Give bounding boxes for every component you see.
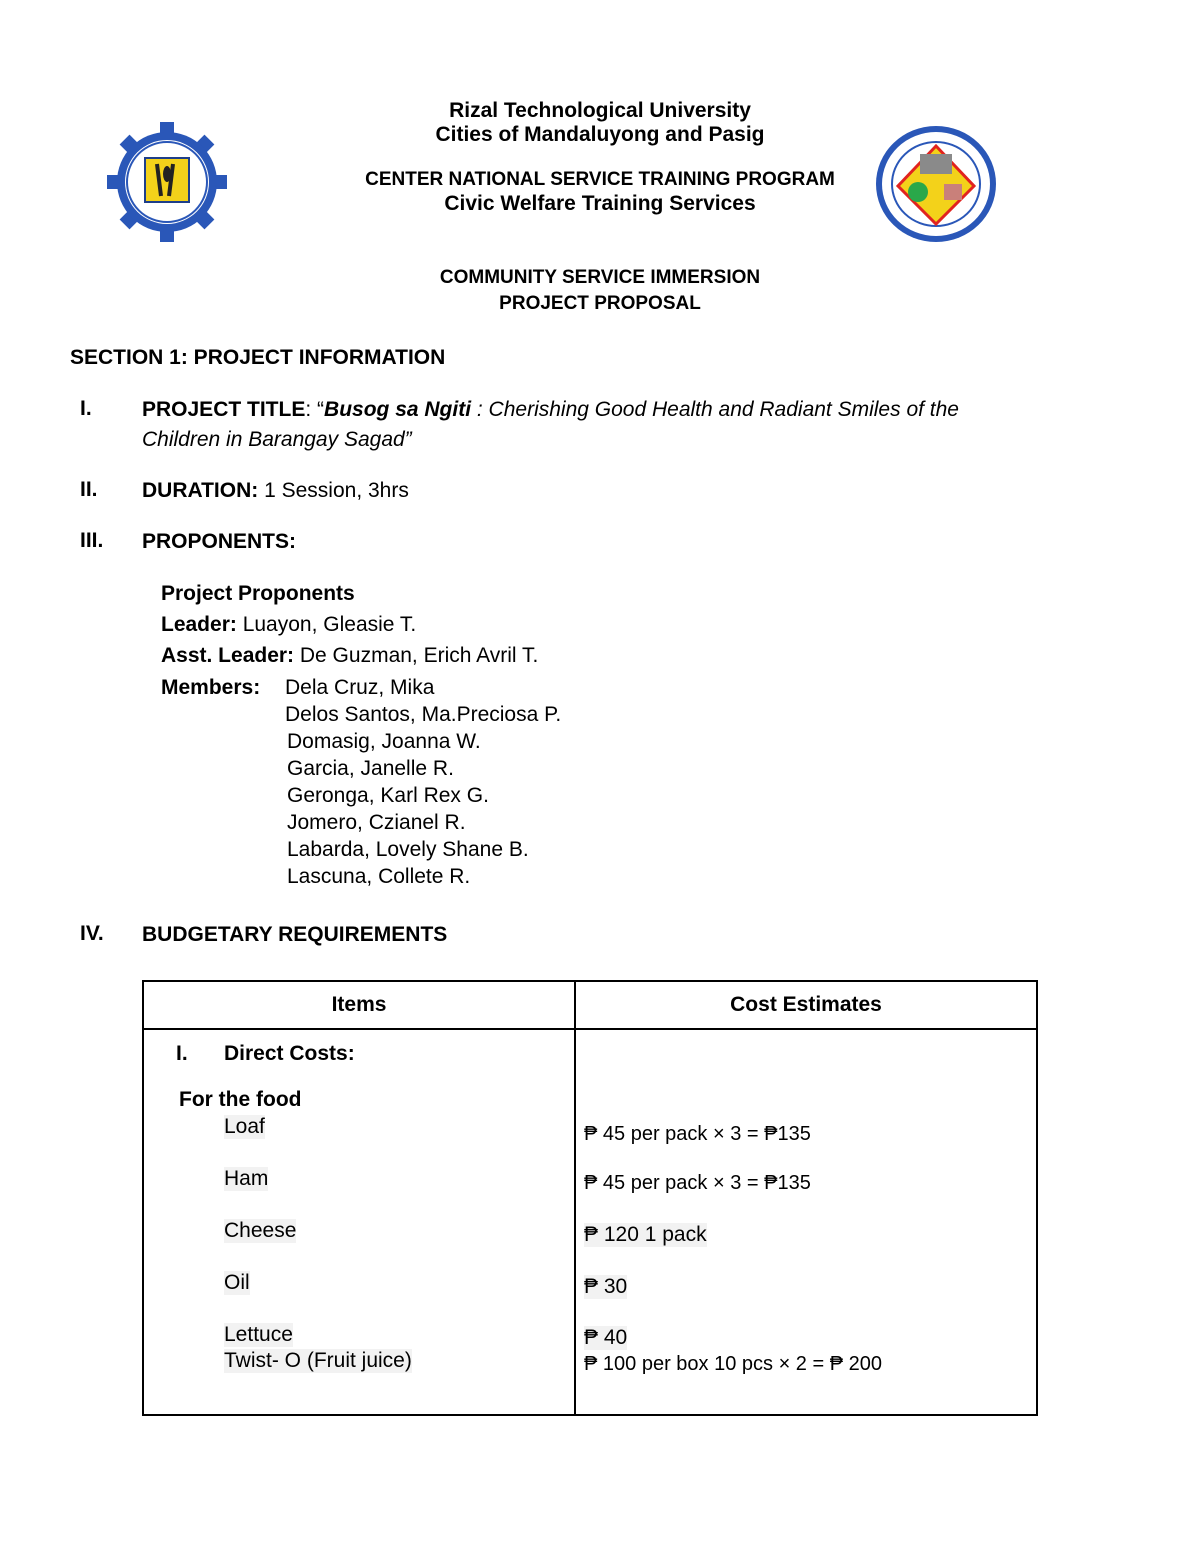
members-label xyxy=(161,672,260,703)
asst-leader-label: Asst. Leader: xyxy=(161,644,295,667)
food-heading: For the food xyxy=(179,1088,302,1111)
asst-leader xyxy=(161,640,538,671)
member-name: Labarda, Lovely Shane B. xyxy=(287,838,529,861)
project-title-open-quote: : “ xyxy=(305,398,325,421)
member-name: Jomero, Czianel R. xyxy=(287,811,466,834)
university-cities: Cities of Mandaluyong and Pasig xyxy=(435,123,765,146)
proponents-heading xyxy=(161,578,355,609)
section-title: SECTION 1: PROJECT INFORMATION xyxy=(70,346,446,369)
budget-item: Lettuce xyxy=(224,1323,293,1346)
document-title-line2: PROJECT PROPOSAL xyxy=(499,293,701,314)
proponents-label: PROPONENTS: xyxy=(142,530,297,553)
member-name: Domasig, Joanna W. xyxy=(287,730,481,753)
project-title-label: PROJECT TITLE xyxy=(142,398,306,421)
program-name: CENTER NATIONAL SERVICE TRAINING PROGRAM xyxy=(365,169,835,190)
budget-cost: ₱ 40 xyxy=(584,1326,628,1349)
proponents-heading-text: Project Proponents xyxy=(161,582,355,605)
budget-item: Ham xyxy=(224,1167,269,1190)
member-name: Lascuna, Collete R. xyxy=(287,865,471,888)
budget-cost: ₱ 100 per box 10 pcs × 2 = ₱ 200 xyxy=(584,1353,882,1375)
university-name: Rizal Technological University xyxy=(449,99,751,122)
project-title xyxy=(142,395,1082,455)
items-cell xyxy=(144,1030,574,1414)
member-name: Garcia, Janelle R. xyxy=(287,757,454,780)
leader-name: Luayon, Gleasie T. xyxy=(236,613,417,636)
direct-costs-label: Direct Costs: xyxy=(224,1042,355,1065)
col-items-header: Items xyxy=(143,981,575,1029)
asst-leader-name: De Guzman, Erich Avril T. xyxy=(294,644,539,667)
item-ii-number: II. xyxy=(80,478,98,501)
project-title-main: Busog sa Ngiti xyxy=(324,398,472,421)
direct-costs-number: I. xyxy=(176,1042,188,1065)
service-name: Civic Welfare Training Services xyxy=(444,192,756,215)
budget-cost: ₱ 120 1 pack xyxy=(584,1223,707,1246)
budget-item: Loaf xyxy=(224,1115,265,1138)
item-i-number: I. xyxy=(80,397,92,420)
members-label-text: Members: xyxy=(161,676,261,699)
col-cost-header: Cost Estimates xyxy=(575,981,1037,1029)
member-name: Dela Cruz, Mika xyxy=(285,676,435,699)
budget-item: Cheese xyxy=(224,1219,297,1242)
duration-label: DURATION: xyxy=(142,479,259,502)
budget-cost: ₱ 30 xyxy=(584,1275,628,1298)
budget-cost: ₱ 45 per pack × 3 = ₱135 xyxy=(584,1172,811,1194)
budget-label: BUDGETARY REQUIREMENTS xyxy=(142,923,448,946)
document-title-line1: COMMUNITY SERVICE IMMERSION xyxy=(439,267,761,288)
duration-value: 1 Session, 3hrs xyxy=(258,479,409,502)
duration xyxy=(142,476,409,506)
budget-table xyxy=(142,980,1038,1416)
item-iv-number: IV. xyxy=(80,922,104,945)
leader-label: Leader: xyxy=(161,613,237,636)
member-name: Delos Santos, Ma.Preciosa P. xyxy=(285,703,562,726)
budget-item: Twist- O (Fruit juice) xyxy=(224,1349,412,1372)
member-name: Geronga, Karl Rex G. xyxy=(287,784,489,807)
item-iii-number: III. xyxy=(80,529,104,552)
project-title-subtitle: : Cherishing Good Health and Radiant Smiles of the xyxy=(471,398,959,421)
leader xyxy=(161,609,416,640)
project-title-line2: Children in Barangay Sagad” xyxy=(142,428,412,451)
costs-cell xyxy=(576,1030,1036,1414)
budget-item: Oil xyxy=(224,1271,250,1294)
budget-cost: ₱ 45 per pack × 3 = ₱135 xyxy=(584,1123,811,1145)
